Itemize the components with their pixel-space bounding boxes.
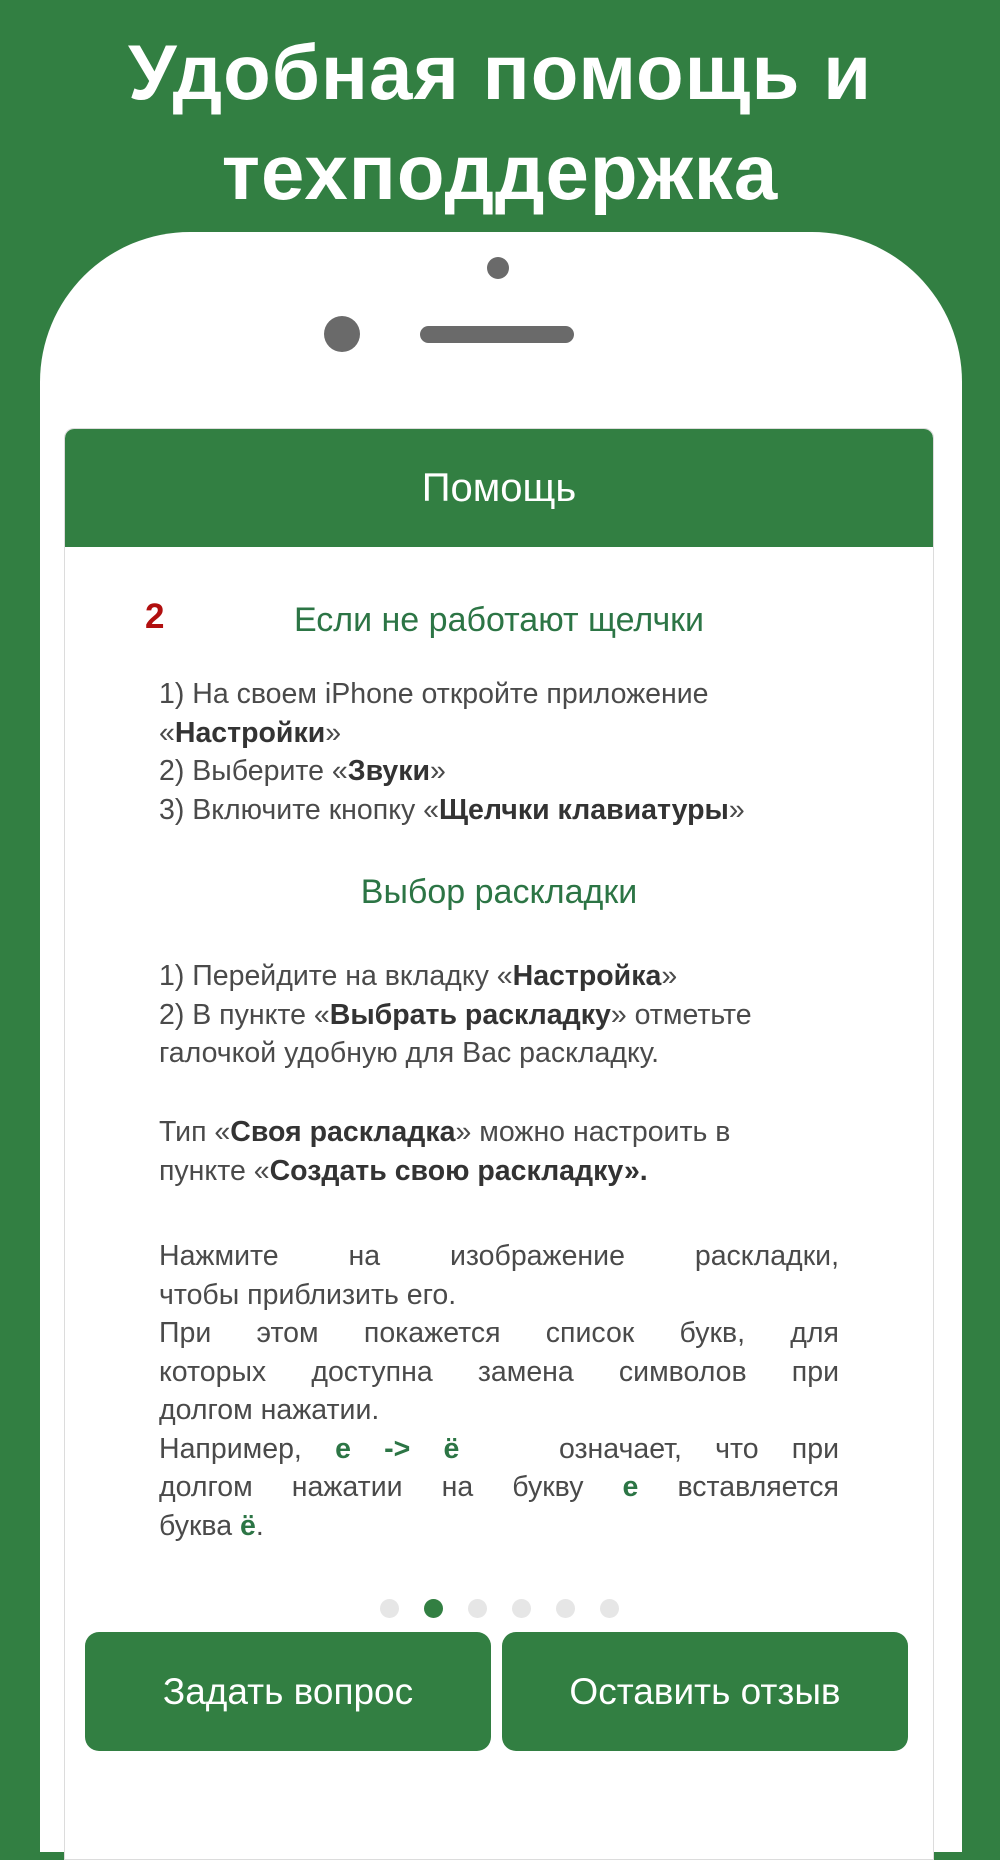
page-dot[interactable] xyxy=(512,1599,531,1618)
instruction-line: 1) На своем iPhone откройте приложение xyxy=(159,678,709,710)
page-dot[interactable] xyxy=(468,1599,487,1618)
note-line: которых доступна замена символов при xyxy=(159,1355,839,1388)
zoom-note xyxy=(159,1237,839,1545)
promo-title-line1: Удобная помощь и xyxy=(127,28,873,116)
instruction-line: «Настройки» xyxy=(159,716,342,749)
page-dot[interactable] xyxy=(556,1599,575,1618)
app-screen xyxy=(64,428,934,1860)
page-indicator[interactable] xyxy=(65,1599,933,1618)
note-line: чтобы приблизить его. xyxy=(159,1278,457,1311)
instruction-line: 2) Выберите «Звуки» xyxy=(159,755,446,787)
layout-instructions xyxy=(159,957,839,1073)
page-dot[interactable] xyxy=(380,1599,399,1618)
page-dot[interactable] xyxy=(600,1599,619,1618)
section-title-clicks: Если не работают щелчки xyxy=(293,601,705,639)
example-line: буква ё. xyxy=(159,1509,264,1542)
front-camera-icon xyxy=(324,316,360,352)
leave-review-button[interactable] xyxy=(502,1632,908,1751)
clicks-instructions xyxy=(159,675,839,829)
leave-review-label: Оставить отзыв xyxy=(569,1670,841,1712)
camera-dot-icon xyxy=(487,257,509,279)
example-line: долгом нажатии на букву е вставляется xyxy=(159,1471,839,1503)
custom-layout-note xyxy=(159,1113,839,1190)
app-header xyxy=(65,429,933,547)
section-title-layout: Выбор раскладки xyxy=(360,873,638,911)
note-line: Тип «Своя раскладка» можно настроить в xyxy=(159,1116,731,1148)
promo-title xyxy=(0,22,1000,222)
ask-question-button[interactable] xyxy=(85,1632,491,1751)
promo-title-line2: техподдержка xyxy=(221,128,779,216)
instruction-line: галочкой удобную для Вас раскладку. xyxy=(159,1037,660,1069)
note-line: пункте «Создать свою раскладку». xyxy=(159,1154,648,1187)
header-title: Помощь xyxy=(421,465,577,510)
phone-frame xyxy=(40,232,962,1852)
page-dot-active[interactable] xyxy=(424,1599,443,1618)
instruction-line: 2) В пункте «Выбрать раскладку» отметьте xyxy=(159,998,752,1031)
note-line: При этом покажется список букв, для xyxy=(159,1317,839,1349)
speaker-grille-icon xyxy=(420,326,574,343)
instruction-line: 1) Перейдите на вкладку «Настройка» xyxy=(159,960,678,992)
example-line: Например, е -> ё означает, что при xyxy=(159,1432,839,1465)
instruction-line: 3) Включите кнопку «Щелчки клавиатуры» xyxy=(159,793,745,826)
help-content[interactable] xyxy=(65,547,933,1559)
ask-question-label: Задать вопрос xyxy=(162,1670,414,1712)
note-line: Нажмите на изображение раскладки, xyxy=(159,1240,839,1272)
note-line: долгом нажатии. xyxy=(159,1394,380,1426)
page-number: 2 xyxy=(145,597,165,636)
